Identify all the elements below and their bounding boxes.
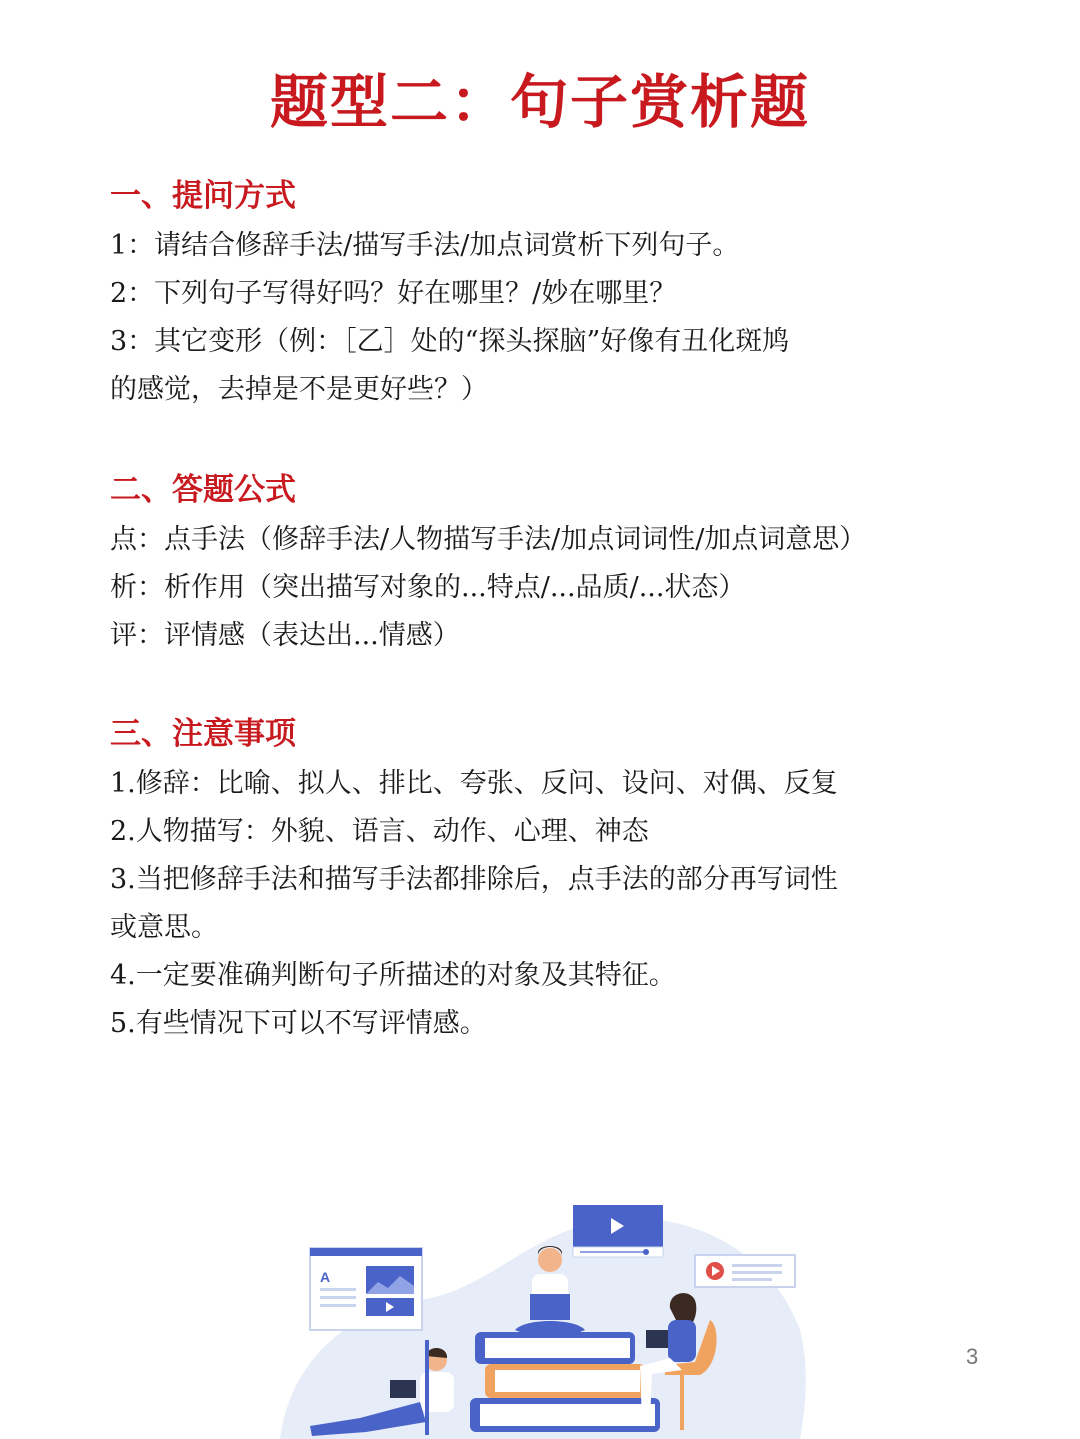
text-line: 3.当把修辞手法和描写手法都排除后，点手法的部分再写词性 <box>110 864 838 895</box>
section-answer-formula <box>110 468 990 660</box>
section-notes <box>110 712 990 1048</box>
section-heading: 三、注意事项 <box>110 716 296 752</box>
text-line: 4.一定要准确判断句子所描述的对象及其特征。 <box>110 960 676 991</box>
page-number: 3 <box>966 1344 979 1369</box>
text-line: 的感觉，去掉是不是更好些？） <box>110 374 488 405</box>
screen-letter: A <box>320 1269 331 1285</box>
chat-bubble-icon <box>695 1255 795 1287</box>
text-line: 3：其它变形（例：［乙］处的“探头探脑”好像有丑化斑鸠 <box>110 326 790 357</box>
text-line: 5.有些情况下可以不写评情感。 <box>110 1008 487 1039</box>
text-line: 点：点手法（修辞手法/人物描写手法/加点词词性/加点词意思） <box>110 524 867 555</box>
book-stack-icon <box>470 1332 660 1432</box>
text-line: 1.修辞：比喻、拟人、排比、夸张、反问、设问、对偶、反复 <box>110 768 838 799</box>
section-heading: 一、提问方式 <box>110 178 296 214</box>
section-heading: 二、答题公式 <box>110 472 296 508</box>
text-line: 析：析作用（突出描写对象的...特点/...品质/...状态） <box>110 572 746 603</box>
study-illustration <box>270 1190 810 1439</box>
page-title: 题型二：句子赏析题 <box>269 68 810 136</box>
text-line: 2.人物描写：外貌、语言、动作、心理、神态 <box>110 816 649 847</box>
text-line: 1：请结合修辞手法/描写手法/加点词赏析下列句子。 <box>110 230 740 261</box>
webpage-panel-icon <box>310 1248 422 1330</box>
text-line: 评：评情感（表达出...情感） <box>110 620 460 651</box>
text-line: 或意思。 <box>110 912 218 943</box>
text-line: 2：下列句子写得好吗？好在哪里？/妙在哪里？ <box>110 278 677 309</box>
video-player-icon <box>573 1205 663 1257</box>
section-question-formats <box>110 174 990 414</box>
